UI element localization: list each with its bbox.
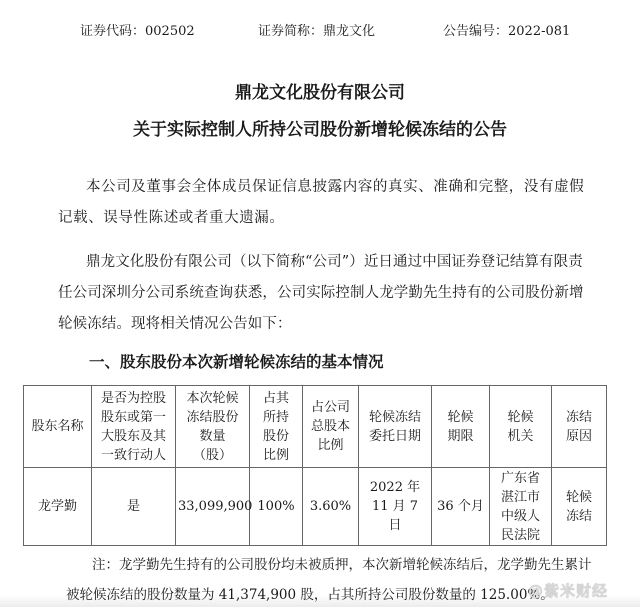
header-cell: 轮候冻结委托日期 [359, 386, 432, 468]
cell-frozen-shares: 33,099,900 [176, 468, 250, 546]
header-cell: 轮候机关 [490, 386, 552, 468]
cell-held-ratio: 100% [250, 468, 303, 546]
header-cell: 是否为控股股东或第一大股东及其一致行动人 [92, 386, 176, 468]
table-header-row [24, 386, 607, 468]
header-cell: 占公司总股本比例 [303, 386, 359, 468]
announcement-number: 公告编号：2022-081 [443, 24, 571, 39]
company-title: 鼎龙文化股份有限公司 [235, 83, 405, 103]
cell-total-ratio: 3.60% [303, 468, 359, 546]
cell-authority: 广东省湛江市中级人民法院 [490, 468, 552, 546]
cell-term: 36 个月 [432, 468, 490, 546]
security-code: 证券代码：002502 [80, 24, 195, 39]
header-cell: 本次轮候冻结股份数量（股） [176, 386, 250, 468]
cell-date: 2022 年 11 月 7 日 [359, 468, 432, 546]
header-cell: 占其所持股份比例 [250, 386, 303, 468]
security-abbreviation: 证券简称：鼎龙文化 [258, 24, 376, 39]
note-line-1: 注：龙学勤先生持有的公司股份均未被质押，本次新增轮候冻结后，龙学勤先生累计 [92, 557, 592, 573]
watermark: @紫米财经 [528, 582, 609, 600]
board-statement: 本公司及董事会全体成员保证信息披露内容的真实、准确和完整，没有虚假记载、误导性陈述或者重大遗漏。 [58, 179, 585, 226]
header-cell: 冻结原因 [552, 386, 607, 468]
cell-controlling: 是 [92, 468, 176, 546]
header-cell: 股东名称 [24, 386, 92, 468]
header-cell: 轮候期限 [432, 386, 490, 468]
section-heading: 一、股东股份本次新增轮候冻结的基本情况 [89, 353, 384, 371]
note-line-2: 被轮候冻结的股份数量为 41,374,900 股，占其所持公司股份数量的 125.00%。 [66, 587, 554, 603]
table-row [24, 468, 607, 546]
body-paragraph: 鼎龙文化股份有限公司（以下简称“公司”）近日通过中国证券登记结算有限责任公司深圳分公司系统查询获悉，公司实际控制人龙学勤先生持有的公司股份新增轮候冻结。现将相关情况公告如下： [58, 254, 584, 332]
announcement-title: 关于实际控制人所持公司股份新增轮候冻结的公告 [133, 120, 507, 140]
freeze-table [23, 385, 607, 546]
cell-shareholder: 龙学勤 [24, 468, 92, 546]
cell-reason: 轮候冻结 [552, 468, 607, 546]
